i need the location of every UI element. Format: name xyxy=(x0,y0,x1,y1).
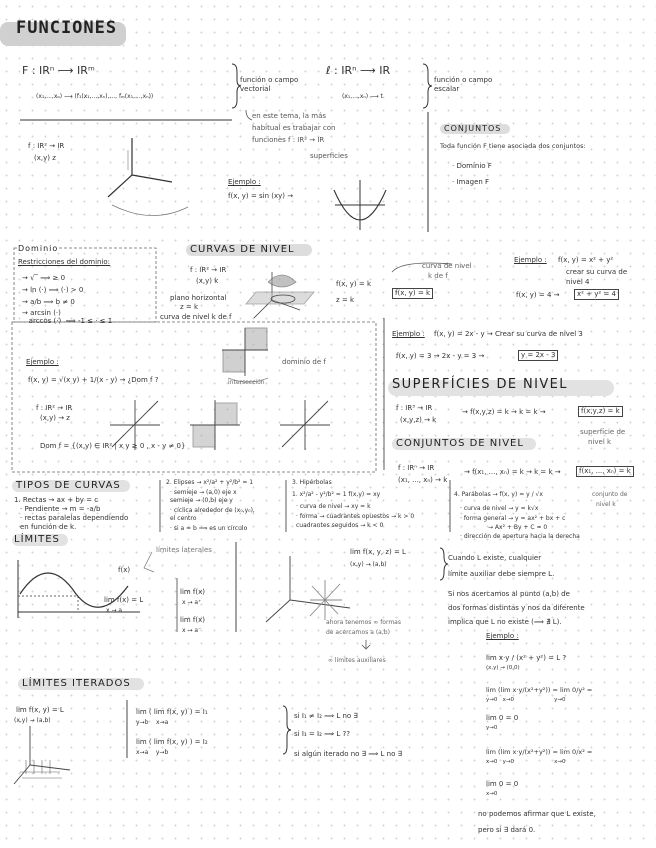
curvas-title: CURVAS DE NIVEL xyxy=(190,244,295,255)
curvas-ex2: f(x, y) = 2x - y → Crear su curva de nivel 3 xyxy=(434,330,583,338)
curvas-ex2-box: y = 2x - 3 xyxy=(518,350,558,361)
limites-side1: lim f(x) xyxy=(180,588,206,596)
tipos-title: TIPOS DE CURVAS xyxy=(16,480,121,491)
paraboloid-sketch xyxy=(334,180,386,230)
note-line-3: funciones f : IR² → IR xyxy=(252,136,325,144)
note-line-4: superficies xyxy=(310,152,348,160)
limites-ex-4: y→0 x→0 y→0 xyxy=(486,697,566,703)
curvas-eq-1: f(x, y) = k xyxy=(336,280,372,288)
brace-scalar xyxy=(423,64,432,108)
limites-cond-1: Cuando L existe, cualquier xyxy=(448,554,542,562)
domain-sketch-3 xyxy=(280,400,330,450)
vector-fn-head: F : IRⁿ ⟶ IRᵐ xyxy=(22,64,95,77)
tipos-c4-1: 4. Parábolas → f(x, y) = y / √x xyxy=(454,491,543,498)
curvas-ex-box: x² + y² = 4 xyxy=(574,289,619,300)
note-line-1: en este tema, la más xyxy=(252,112,327,120)
limites-multi-sub: (x,y) → (a,b) xyxy=(350,561,387,568)
tipos-c3-3: · curva de nivel → xy = k xyxy=(296,503,371,510)
curvas-ex-2: crear su curva de xyxy=(566,268,628,276)
limites-lateral-label: límites laterales xyxy=(156,546,212,554)
curvas-map-1: f : IR² → IR xyxy=(190,266,227,274)
curvas-curve: curva de nivel k de f xyxy=(160,313,232,321)
iterados-title: LÍMITES ITERADOS xyxy=(22,678,131,689)
limites-ex-1: lim x·y / (x² + y²) = L ? xyxy=(486,654,567,662)
limites-side2: lim f(x) xyxy=(180,616,206,624)
dominio-rule-3: → a/b ⟹ b ≠ 0 xyxy=(22,298,75,306)
level-curves-sketch xyxy=(246,272,314,318)
tipos-c4-5: · dirección de apertura hacia la derecha xyxy=(460,533,580,540)
curvas-plane: plano horizontal xyxy=(170,294,227,302)
dominio-example-label: Ejemplo : xyxy=(26,358,59,366)
tipos-c2-4: · cíclica alrededor de (x₀,y₀), xyxy=(170,507,255,514)
superficies-caption-1: superfície de xyxy=(580,428,626,436)
tipos-c2-6: · si a = b ⟹ es un círculo xyxy=(170,525,248,532)
limites-paths-3: ∞ límites auxiliares xyxy=(328,657,386,664)
domain-region-sketch xyxy=(222,328,268,382)
tipos-c3-4: · forma → cuadrantes opuestos → k > 0 xyxy=(296,513,415,520)
r2-map-2: (x,y) z xyxy=(34,154,56,162)
domain-sketch-2 xyxy=(190,400,240,450)
dominio-sub2-1: f : IR² → IR xyxy=(36,404,73,412)
axes-3d-sketch xyxy=(108,138,188,216)
iterados-r2: si I₁ = I₂ ⟹ L ?? xyxy=(294,730,350,738)
limites-cond-2: límite auxiliar debe siempre L. xyxy=(448,570,555,578)
iterados-r3: si algún iterado no ∃ ⟹ L no ∃ xyxy=(294,750,403,758)
conj-nivel-map-1: f : IRⁿ → IR xyxy=(398,464,435,472)
tipos-c3-5: cuadrantes seguidos → k < 0 xyxy=(296,522,384,529)
limites-ex-7: lim (lim x·y/(x²+y²)) = lim 0/x² = xyxy=(486,748,593,756)
limites-ex-10: x→0 xyxy=(486,791,498,797)
limites-ex-6: y→0 xyxy=(486,725,498,731)
limites-conclusion-2: pero si ∃ dará 0. xyxy=(478,826,536,834)
superficies-title: SUPERFÍCIES DE NIVEL xyxy=(392,377,568,392)
tipos-c1-2: · Pendiente → m = -a/b xyxy=(20,505,101,513)
superficies-caption-2: nivel k xyxy=(588,438,612,446)
dominio-example: f(x, y) = √(x y) + 1/(x - y) → ¿Dom f ? xyxy=(28,376,159,384)
limites-para-3: implica que L no existe (⟹ ∄ L). xyxy=(448,618,562,626)
conjuntos-title: CONJUNTOS xyxy=(444,124,502,133)
tipos-c4-2: · curva de nivel → y = k√x xyxy=(460,505,539,512)
conj-nivel-title: CONJUNTOS DE NIVEL xyxy=(396,438,524,449)
note-line-2: habitual es trabajar con xyxy=(252,124,336,132)
limites-side1-sub: x → a⁺ xyxy=(182,599,202,606)
superficies-map-1: f : IR³ → IR xyxy=(396,404,433,412)
r2-map-1: f : IR² → IR xyxy=(28,142,65,150)
curvas-note-2: k de f xyxy=(428,272,448,280)
scalar-fn-map: (x₁,...,xₙ) ⟶ t xyxy=(342,93,383,100)
superficies-box: f(x,y,z) = k xyxy=(578,406,623,417)
limites-title: LÍMITES xyxy=(14,534,60,545)
tipos-c4-3: · forma general → y = ax² + bx + c xyxy=(460,515,566,522)
limites-paths-2: de acercarnos a (a,b) xyxy=(326,629,390,636)
vector-fn-map: (x₁,...,xₙ) ⟶ (f₁(x₁,...,xₙ),..., fₘ(x₁,...,xₙ)) xyxy=(36,93,154,100)
tipos-c2-2: · semieje → (a,0) eje x xyxy=(170,489,237,496)
curvas-map-2: (x,y) k xyxy=(196,277,219,285)
conjuntos-item-1: · Dominio F xyxy=(452,162,492,170)
limites-ex-label: Ejemplo : xyxy=(486,632,519,640)
tipos-c1-4: en función de k. xyxy=(20,523,77,531)
dominio-intersection: intersección xyxy=(228,379,265,386)
limites-para-1: Si nos acercamos al punto (a,b) de xyxy=(448,590,570,598)
iterados-l2: lim ( lim f(x, y) ) = I₂ xyxy=(136,738,208,746)
tipos-c3-1: 3. Hipérbolas xyxy=(292,479,332,486)
limites-paths-1: ahora tenemos ∞ formas xyxy=(326,619,401,626)
curvas-eq-2: z = k xyxy=(336,296,355,304)
curvas-ex-3: nivel 4 xyxy=(566,278,590,286)
limites-ex-9: lim 0 = 0 xyxy=(486,780,519,788)
tipos-c2-5: el centro xyxy=(170,515,197,522)
dominio-rule-4: → arcsin (·) arccos (·) ⟹ -1 ≤ · ≤ 1 xyxy=(22,309,113,325)
curvas-ex-label: Ejemplo : xyxy=(514,256,547,264)
dominio-sub2-2: (x,y) → z xyxy=(40,414,70,422)
conj-nivel-box: f(x₁, ..., xₙ) = k xyxy=(576,466,634,477)
superficies-eq: → f(x,y,z) = k → k = k → xyxy=(462,408,546,416)
conj-nivel-map-2: (x₁, ..., xₙ) → k xyxy=(398,476,448,484)
example1-text: f(x, y) = sin (xy) → xyxy=(228,192,294,200)
tipos-c2-3: semieje → (0,b) eje y xyxy=(170,497,233,504)
curvas-ex-1: f(x, y) = x² + y² xyxy=(558,256,614,264)
limites-ex-5: lim 0 = 0 xyxy=(486,714,519,722)
tipos-c4-4: → Ax² + By + C = 0 xyxy=(488,524,548,531)
page-title: FUNCIONES xyxy=(16,18,118,38)
limites-main-sub: x → a xyxy=(106,607,123,614)
dominio-sub: Restricciones del dominio: xyxy=(18,258,111,266)
conjuntos-line: Toda función F tiene asociada dos conjuntos: xyxy=(440,142,586,150)
scalar-fn-label: función o campo escalar xyxy=(434,76,493,93)
dominio-region-label: dominio de f xyxy=(282,358,326,366)
tipos-c1-1: 1. Rectas → ax + by = c xyxy=(14,496,99,504)
curvas-ex-res: f(x, y) = 4 → xyxy=(516,291,560,299)
limites-para-2: dos formas distintas y nos da diferente xyxy=(448,604,585,612)
iterados-main: lim f(x, y) = L xyxy=(16,706,64,714)
limites-ex-2: (x,y) → (0,0) xyxy=(486,665,520,671)
curvas-note-1: curva de nivel xyxy=(422,262,472,270)
conj-nivel-eq: → f(x₁, ..., xₙ) = k → k = k → xyxy=(464,468,561,476)
approach-sketch xyxy=(266,556,350,622)
iterados-r1: si I₁ ≠ I₂ ⟹ L no ∃ xyxy=(294,712,358,720)
dominio-title: Dominio xyxy=(18,244,59,253)
curvas-ex2-label: Ejemplo : xyxy=(392,330,425,338)
limites-ex-8: x→0 y→0 x→0 xyxy=(486,759,566,765)
tipos-c4-caption-2: nivel k xyxy=(596,501,616,508)
dominio-rule-1: → √‾ ⟹ ≥ 0 xyxy=(22,274,66,282)
limites-ex-3: lim (lim x·y/(x²+y²)) = lim 0/y² = xyxy=(486,686,593,694)
limites-main: lim f(x) = L xyxy=(104,596,144,604)
tipos-c4-caption-1: conjunto de xyxy=(592,491,628,498)
vector-fn-label: función o campo vectorial xyxy=(240,76,299,93)
dominio-solution: Dom f = {(x,y) ∈ IR² | x y ≥ 0 , x - y ≠ 0} xyxy=(40,442,186,450)
tipos-c1-3: · rectas paralelas dependiendo xyxy=(20,514,129,522)
conjuntos-item-2: · Imagen F xyxy=(452,178,490,186)
scalar-fn-head: ℓ : IRⁿ ⟶ IR xyxy=(326,64,391,77)
superficies-map-2: (x,y,z) → k xyxy=(400,416,437,424)
iterados-l2-sub: x→a y→b xyxy=(136,749,169,756)
limites-side2-sub: x → a⁻ xyxy=(182,627,202,634)
iterados-l1: lim ( lim f(x, y) ) = I₁ xyxy=(136,708,208,716)
example1-label: Ejemplo : xyxy=(228,178,261,186)
dominio-rule-2: → ln (·) ⟹ (·) > 0 xyxy=(22,286,84,294)
iterados-main-sub: (x,y) → (a,b) xyxy=(14,717,51,724)
iterated-sketch xyxy=(14,726,70,784)
curvas-plane-2: z = k xyxy=(180,303,199,311)
limites-multi: lim f(x, y, z) = L xyxy=(350,548,406,556)
tipos-c3-2: 1. x²/a² - y²/b² = 1 f(x,y) = xy xyxy=(292,491,381,498)
curvas-ex2-res: f(x, y) = 3 → 2x - y = 3 → xyxy=(396,352,485,360)
curvas-boxed: f(x, y) = k xyxy=(392,288,433,299)
limites-conclusion-1: no podemos afirmar que L existe, xyxy=(478,810,596,818)
limites-fx: f(x) xyxy=(118,566,131,574)
tipos-c2-1: 2. Elipses → x²/a² + y²/b² = 1 xyxy=(166,479,254,486)
iterados-l1-sub: y→b x→a xyxy=(136,719,169,726)
